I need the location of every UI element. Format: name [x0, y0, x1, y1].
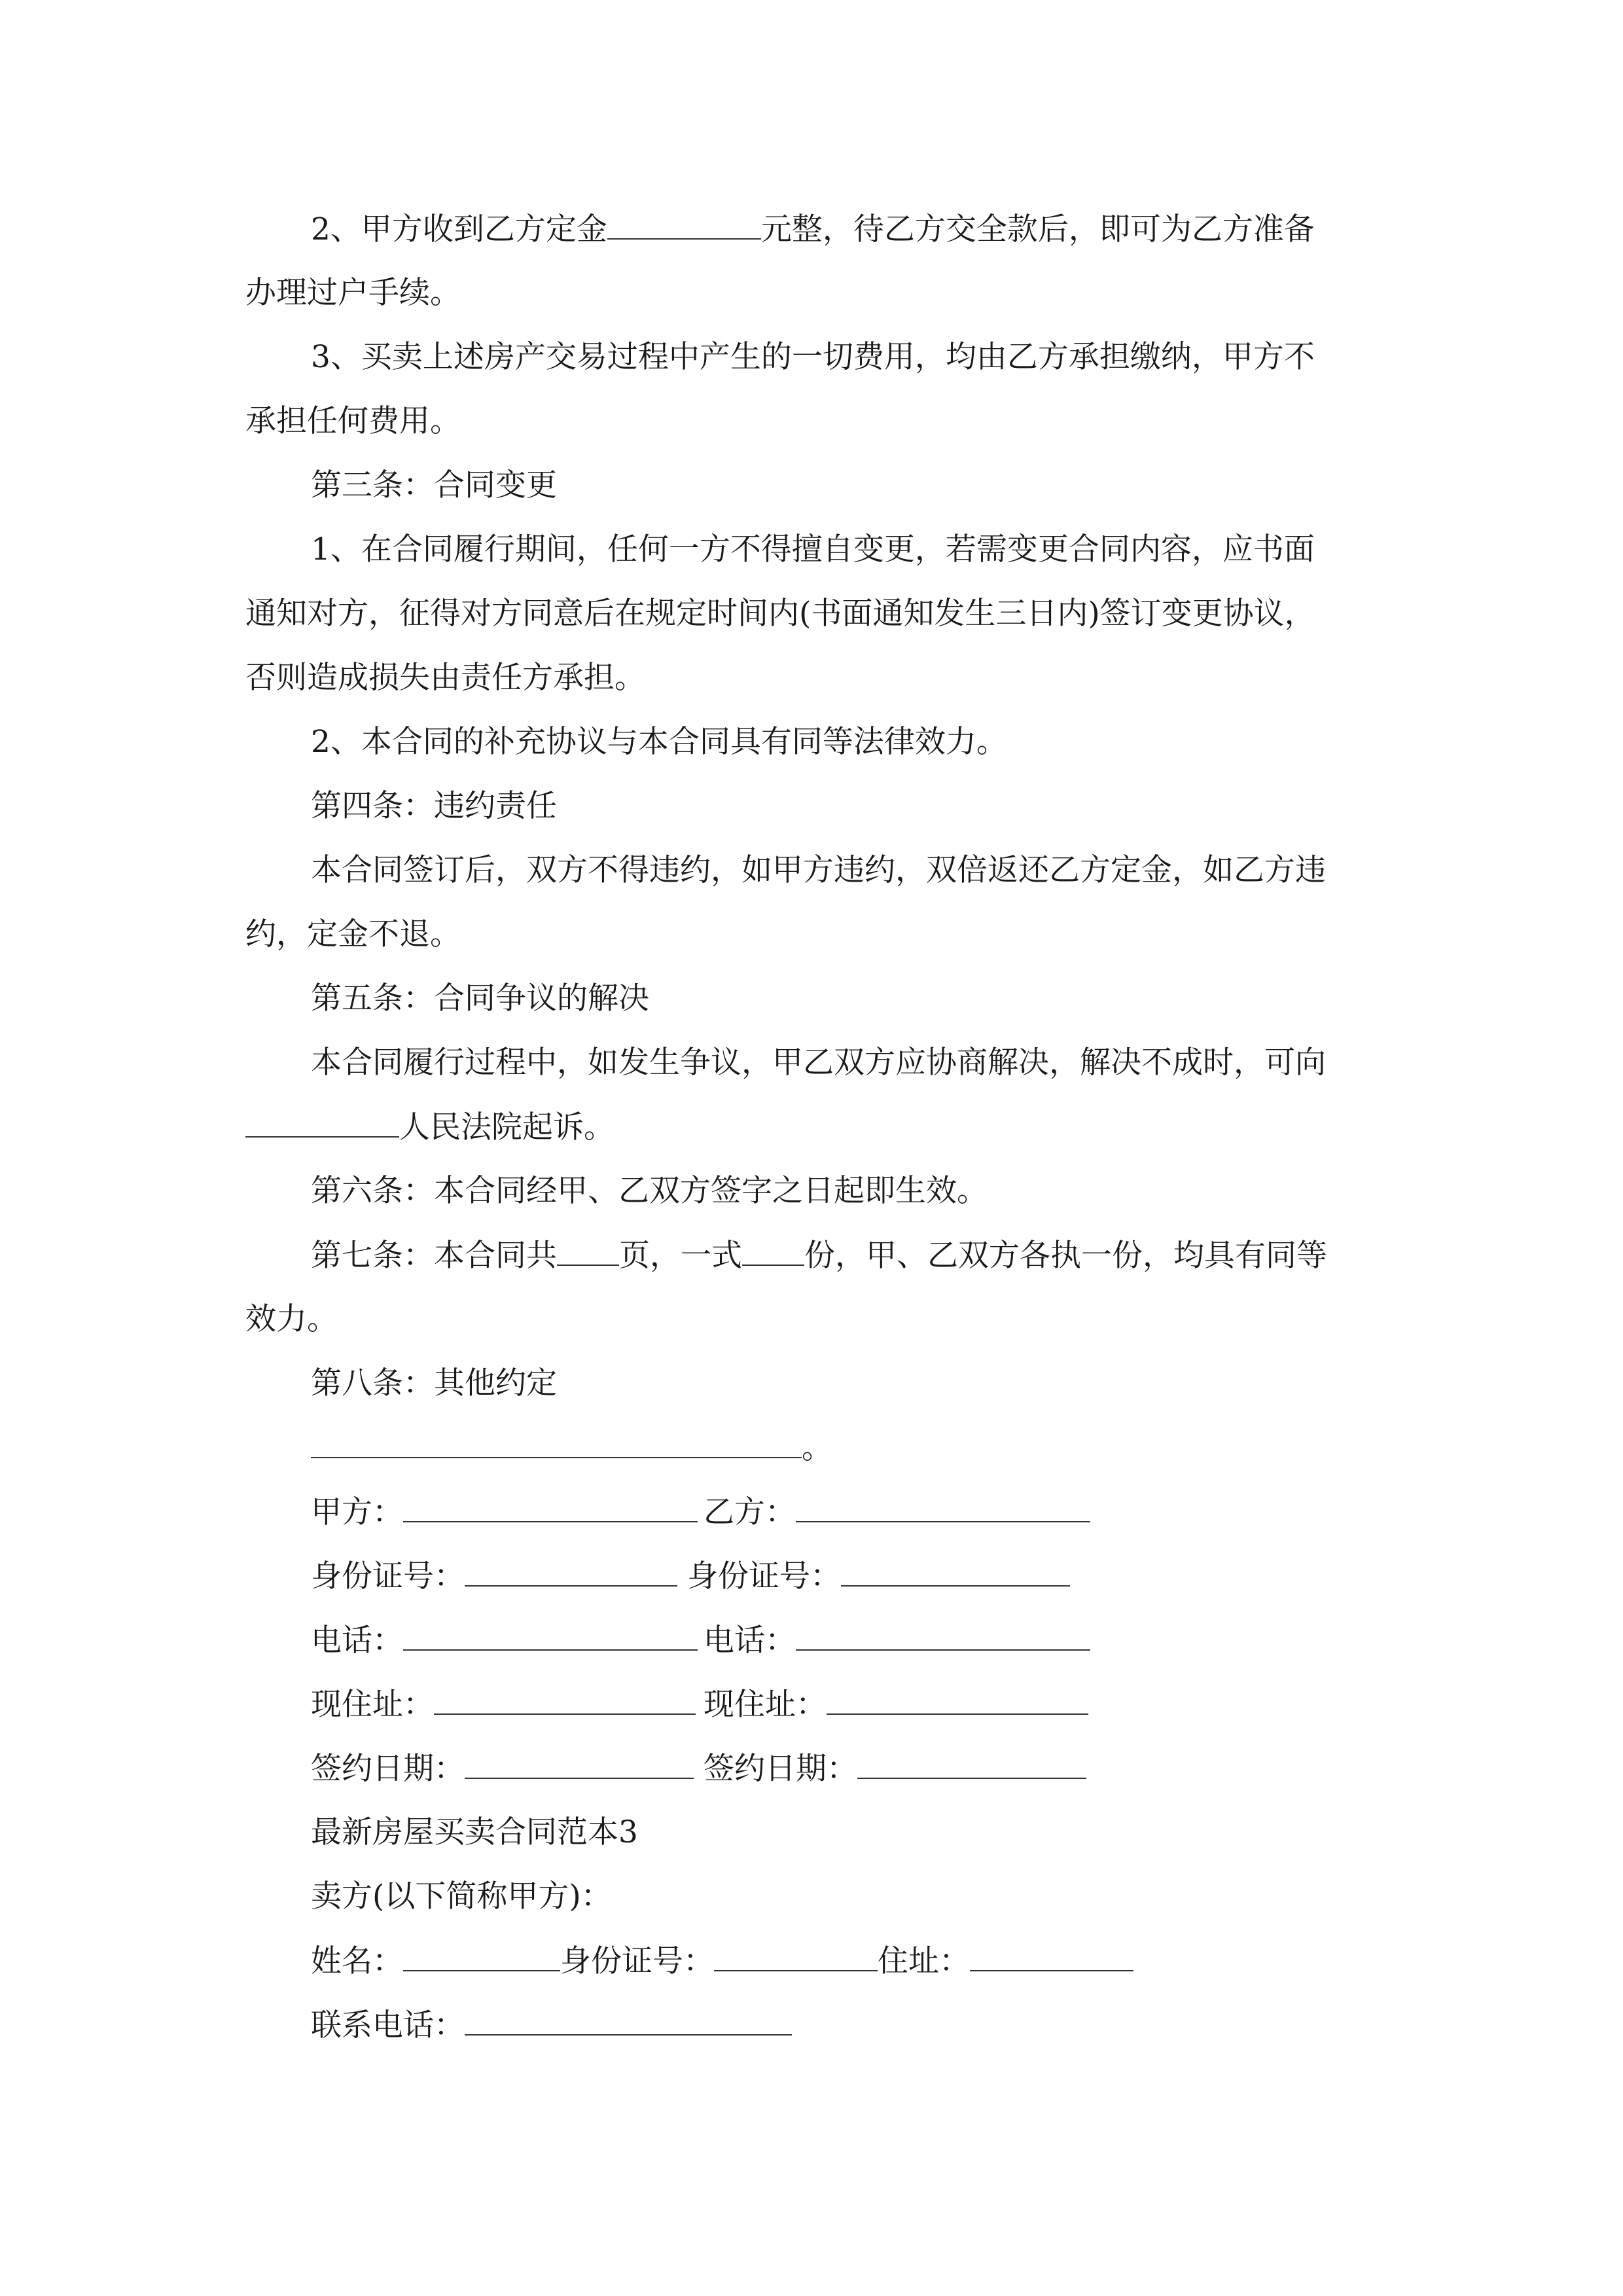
- party-b-name-line: 乙方：: [704, 1492, 1090, 1532]
- article5-title: 第五条：合同争议的解决: [311, 980, 649, 1016]
- party-a-address-blank[interactable]: [434, 1685, 696, 1715]
- article7-line1: 第七条：本合同共 页，一式 份，甲、乙双方各执一份，均具有同等: [311, 1236, 1327, 1276]
- page-count-blank[interactable]: [557, 1236, 619, 1266]
- article8-other-terms-line: 。: [311, 1428, 832, 1468]
- party-a-phone-line: 电话：: [311, 1621, 698, 1660]
- article2-item2-line1: 2、甲方收到乙方定金 元整，待乙方交全款后，即可为乙方准备: [311, 209, 1315, 249]
- article4-title: 第四条：违约责任: [311, 788, 557, 824]
- party-a-phone-blank[interactable]: [403, 1621, 698, 1651]
- party-b-id-blank[interactable]: [841, 1556, 1070, 1587]
- article5-text-line1: 本合同履行过程中，如发生争议，甲乙双方应协商解决，解决不成时，可向: [311, 1045, 1326, 1081]
- party-b-address-blank[interactable]: [827, 1685, 1088, 1715]
- article3-item1-line1: 1、在合同履行期间，任何一方不得擅自变更，若需变更合同内容，应书面: [311, 531, 1315, 567]
- party-b-address-line: 现住址：: [704, 1685, 1088, 1725]
- seller-phone-line: 联系电话：: [311, 2005, 792, 2045]
- article7-line2: 效力。: [245, 1301, 338, 1337]
- deposit-amount-blank[interactable]: [607, 209, 761, 240]
- article2-item3-line2: 承担任何费用。: [245, 403, 461, 439]
- article5-text-line2: 人民法院起诉。: [245, 1107, 615, 1147]
- article4-text-line1: 本合同签订后，双方不得违约，如甲方违约，双倍返还乙方定金，如乙方违: [311, 852, 1326, 888]
- seller-address-blank[interactable]: [970, 1941, 1133, 1971]
- party-a-address-line: 现住址：: [311, 1685, 696, 1725]
- article3-item1-line2: 通知对方，征得对方同意后在规定时间内(书面通知发生三日内)签订变更协议，: [245, 596, 1315, 632]
- party-b-name-blank[interactable]: [796, 1492, 1090, 1522]
- article2-item3-line1: 3、买卖上述房产交易过程中产生的一切费用，均由乙方承担缴纳，甲方不: [311, 339, 1315, 375]
- seller-id-blank[interactable]: [714, 1941, 878, 1971]
- party-b-id-line: 身份证号：: [687, 1556, 1070, 1596]
- party-a-name-line: 甲方：: [311, 1492, 698, 1532]
- party-b-phone-line: 电话：: [704, 1621, 1090, 1660]
- article8-title: 第八条：其他约定: [311, 1365, 557, 1401]
- party-a-id-line: 身份证号：: [311, 1556, 677, 1596]
- article3-title: 第三条：合同变更: [311, 467, 557, 503]
- court-name-blank[interactable]: [245, 1107, 399, 1138]
- party-b-phone-blank[interactable]: [796, 1621, 1090, 1651]
- seller-name-blank[interactable]: [403, 1941, 560, 1971]
- sample3-title: 最新房屋买卖合同范本3: [311, 1814, 638, 1850]
- party-a-date-line: 签约日期：: [311, 1749, 694, 1789]
- party-a-name-blank[interactable]: [403, 1492, 698, 1522]
- seller-info-line: 姓名： 身份证号： 住址：: [311, 1941, 1133, 1981]
- article3-item1-line3: 否则造成损失由责任方承担。: [245, 660, 645, 696]
- article4-text-line2: 约，定金不退。: [245, 916, 461, 952]
- party-b-date-blank[interactable]: [857, 1749, 1086, 1779]
- other-terms-blank[interactable]: [311, 1428, 802, 1458]
- seller-phone-blank[interactable]: [465, 2005, 792, 2036]
- article6: 第六条：本合同经甲、乙双方签字之日起即生效。: [311, 1173, 988, 1209]
- article3-item2: 2、本合同的补充协议与本合同具有同等法律效力。: [311, 724, 1007, 760]
- party-a-date-blank[interactable]: [465, 1749, 694, 1779]
- party-b-date-line: 签约日期：: [704, 1749, 1086, 1789]
- copy-count-blank[interactable]: [742, 1236, 804, 1266]
- seller-heading: 卖方(以下简称甲方)：: [311, 1878, 612, 1914]
- article2-item2-line2: 办理过户手续。: [245, 275, 461, 311]
- party-a-id-blank[interactable]: [465, 1556, 677, 1587]
